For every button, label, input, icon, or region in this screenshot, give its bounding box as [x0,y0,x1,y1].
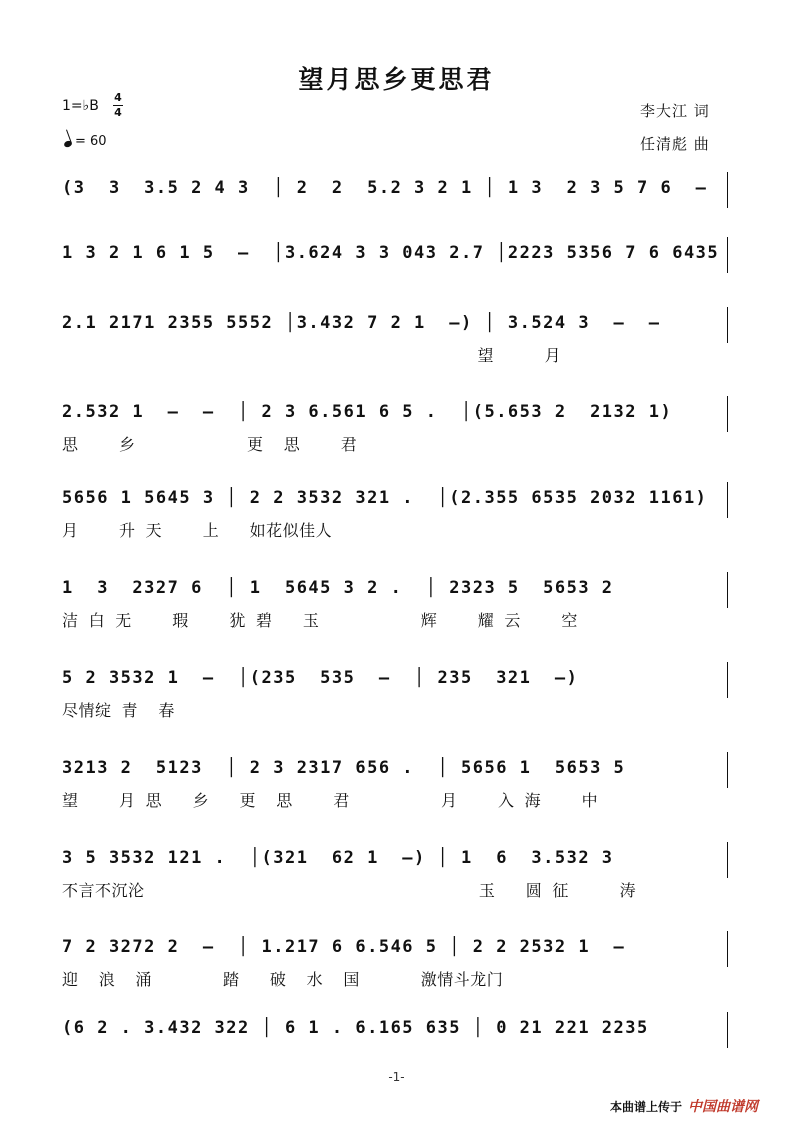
barline [727,307,728,343]
lyric-row: 思 乡 更 思 君 [62,435,358,454]
lyricist-credit: 李大江 词 [640,102,710,120]
barline [727,1012,728,1048]
tempo-marking: = 60 [64,134,107,149]
barline [727,172,728,208]
barline [727,482,728,518]
barline [727,752,728,788]
lyric-row: 望 月 [62,346,562,365]
time-signature: 4 4 [114,91,122,119]
barline [727,842,728,878]
lyric-row: 望 月 思 乡 更 思 君 月 入 海 中 [62,791,599,810]
quarter-note-icon [63,140,73,148]
barline [727,662,728,698]
key-signature: 1=♭B [62,98,99,114]
notation-row: 7 2 3272 2 – │ 1.217 6 6.546 5 │ 2 2 2532 1 – [62,937,626,957]
lyric-row: 尽情绽 青 春 [62,701,175,720]
notation-row: 3213 2 5123 │ 2 3 2317 656 . │ 5656 1 5653 5 [62,758,626,778]
notation-row: 2.532 1 – – │ 2 3 6.561 6 5 . │(5.653 2 2132 1) [62,402,673,422]
song-title: 望月思乡更思君 [298,65,495,94]
site-logo: 中国曲谱网 [688,1099,759,1115]
notation-row: 1 3 2 1 6 1 5 – │3.624 3 3 043 2.7 │2223 5356 7 6 6435 [62,243,720,263]
notation-row: 3 5 3532 121 . │(321 62 1 –) │ 1 6 3.532 3 [62,848,614,868]
barline [727,396,728,432]
barline [727,931,728,967]
barline [727,572,728,608]
lyric-row: 迎 浪 涌 踏 破 水 国 激情斗龙门 [62,970,504,989]
composer-credit: 任清彪 曲 [640,135,710,153]
page-number: -1- [388,1070,405,1084]
notation-row: 5 2 3532 1 – │(235 535 – │ 235 321 –) [62,668,579,688]
lyric-row: 不言不沉沦 玉 圆 征 涛 [62,881,637,900]
notation-row: 1 3 2327 6 │ 1 5645 3 2 . │ 2323 5 5653 2 [62,578,614,598]
notation-row: 5656 1 5645 3 │ 2 2 3532 321 . │(2.355 6535 2032 1161) [62,488,708,508]
notation-row: (3 3 3.5 2 4 3 │ 2 2 5.2 3 2 1 │ 1 3 2 3 5 7 6 – [62,178,708,198]
site-credit: 本曲谱上传于 中国曲谱网 [610,1099,759,1115]
barline [727,237,728,273]
lyric-row: 月 升 天 上 如花似佳人 [62,521,333,540]
notation-row: (6 2 . 3.432 322 │ 6 1 . 6.165 635 │ 0 21 221 2235 [62,1018,649,1038]
notation-row: 2.1 2171 2355 5552 │3.432 7 2 1 –) │ 3.524 3 – – [62,313,661,333]
lyric-row: 洁 白 无 瑕 犹 碧 玉 辉 耀 云 空 [62,611,578,630]
